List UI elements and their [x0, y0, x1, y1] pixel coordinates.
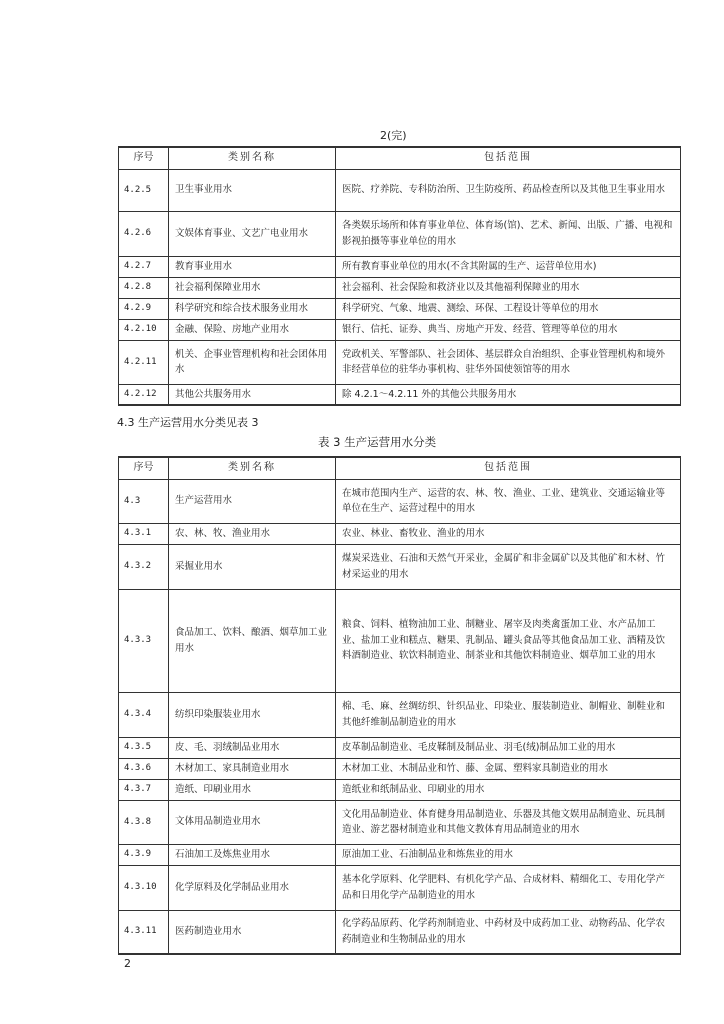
row-id: 4.3.3 — [119, 589, 169, 692]
row-scope: 化学药品原药、化学药剂制造业、中药材及中成药加工业、动物药品、化学农药制造业和生物制品业的用水 — [336, 910, 681, 954]
row-scope: 除 4.2.1～4.2.11 外的其他公共服务用水 — [336, 384, 681, 405]
table-row — [119, 844, 681, 865]
row-id: 4.2.10 — [119, 319, 169, 340]
section-4-3-text: 4.3 生产运营用水分类见表 3 — [117, 416, 259, 429]
row-id: 4.3.2 — [119, 544, 169, 589]
row-scope: 各类娱乐场所和体育事业单位、体育场(馆)、艺术、新闻、出版、广播、电视和影视拍摄等事业单位的用水 — [336, 211, 681, 256]
table-row — [119, 544, 681, 589]
header-scope: 包括范围 — [336, 457, 681, 479]
row-category: 科学研究和综合技术服务业用水 — [169, 298, 336, 319]
row-id: 4.3.11 — [119, 910, 169, 954]
row-id: 4.3.10 — [119, 865, 169, 910]
table-row — [119, 865, 681, 910]
row-category: 食品加工、饮料、酿酒、烟草加工业用水 — [169, 589, 336, 692]
row-id: 4.2.8 — [119, 277, 169, 298]
row-category: 机关、企事业管理机构和社会团体用水 — [169, 340, 336, 384]
row-category: 医药制造业用水 — [169, 910, 336, 954]
row-scope: 医院、疗养院、专科防治所、卫生防疫所、药品检查所以及其他卫生事业用水 — [336, 169, 681, 211]
page-number: 2 — [124, 957, 131, 970]
row-scope: 原油加工业、石油制品业和炼焦业的用水 — [336, 844, 681, 865]
row-scope: 在城市范围内生产、运营的农、林、牧、渔业、工业、建筑业、交通运输业等单位在生产、运营过程中的用水 — [336, 479, 681, 523]
table-continued-caption: 2(完) — [380, 129, 407, 142]
row-category: 皮、毛、羽绒制品业用水 — [169, 737, 336, 758]
row-category: 文体用品制造业用水 — [169, 800, 336, 844]
header-seq: 序号 — [119, 457, 169, 479]
row-category: 纺织印染服装业用水 — [169, 692, 336, 737]
header-category: 类别名称 — [169, 147, 336, 169]
row-category: 卫生事业用水 — [169, 169, 336, 211]
row-category: 教育事业用水 — [169, 256, 336, 277]
row-scope: 造纸业和纸制品业、印刷业的用水 — [336, 779, 681, 800]
row-id: 4.3.9 — [119, 844, 169, 865]
table-row — [119, 589, 681, 692]
row-category: 化学原料及化学制品业用水 — [169, 865, 336, 910]
row-category: 造纸、印刷业用水 — [169, 779, 336, 800]
table-row — [119, 340, 681, 384]
row-scope: 农业、林业、畜牧业、渔业的用水 — [336, 523, 681, 544]
row-id: 4.3.7 — [119, 779, 169, 800]
row-scope: 科学研究、气象、地震、测绘、环保、工程设计等单位的用水 — [336, 298, 681, 319]
row-category: 木材加工、家具制造业用水 — [169, 758, 336, 779]
row-id: 4.3.5 — [119, 737, 169, 758]
row-id: 4.3.4 — [119, 692, 169, 737]
row-scope: 所有教育事业单位的用水(不含其附属的生产、运营单位用水) — [336, 256, 681, 277]
row-id: 4.2.12 — [119, 384, 169, 405]
row-id: 4.2.11 — [119, 340, 169, 384]
row-category: 社会福利保障业用水 — [169, 277, 336, 298]
row-scope: 社会福利、社会保险和救济业以及其他福利保障业的用水 — [336, 277, 681, 298]
row-scope: 粮食、饲料、植物油加工业、制糖业、屠宰及肉类禽蛋加工业、水产品加工业、盐加工业和糕点、糖果、乳制品、罐头食品等其他食品加工业、酒精及饮料酒制造业、软饮料制造业、制茶业和其他饮料制造业、烟草加工业的用水 — [336, 589, 681, 692]
row-id: 4.2.5 — [119, 169, 169, 211]
table-row — [119, 384, 681, 405]
row-category: 石油加工及炼焦业用水 — [169, 844, 336, 865]
table-row — [119, 758, 681, 779]
table-3-caption: 表 3 生产运营用水分类 — [318, 435, 437, 449]
table-row — [119, 256, 681, 277]
table-row — [119, 779, 681, 800]
row-id: 4.3.6 — [119, 758, 169, 779]
row-scope: 党政机关、军警部队、社会团体、基层群众自治组织、企事业管理机构和境外非经营单位的驻华办事机构、驻华外国使领馆等的用水 — [336, 340, 681, 384]
row-id: 4.2.6 — [119, 211, 169, 256]
row-category: 采掘业用水 — [169, 544, 336, 589]
header-seq: 序号 — [119, 147, 169, 169]
table-row — [119, 692, 681, 737]
table-row — [119, 277, 681, 298]
row-category: 生产运营用水 — [169, 479, 336, 523]
row-id: 4.3.1 — [119, 523, 169, 544]
row-id: 4.2.9 — [119, 298, 169, 319]
row-id: 4.2.7 — [119, 256, 169, 277]
table-row — [119, 298, 681, 319]
table-row — [119, 737, 681, 758]
row-id: 4.3 — [119, 479, 169, 523]
row-scope: 基本化学原料、化学肥料、有机化学产品、合成材料、精细化工、专用化学产品和日用化学产品制造业的用水 — [336, 865, 681, 910]
table-row — [119, 910, 681, 954]
row-scope: 棉、毛、麻、丝绸纺织、针织品业、印染业、服装制造业、制帽业、制鞋业和其他纤维制品制造业的用水 — [336, 692, 681, 737]
row-category: 其他公共服务用水 — [169, 384, 336, 405]
row-scope: 皮革制品制造业、毛皮鞣制及制品业、羽毛(绒)制品加工业的用水 — [336, 737, 681, 758]
row-id: 4.3.8 — [119, 800, 169, 844]
row-scope: 煤炭采选业、石油和天然气开采业，金属矿和非金属矿以及其他矿和木材、竹材采运业的用水 — [336, 544, 681, 589]
table-header-row — [119, 457, 681, 479]
table-row — [119, 319, 681, 340]
table-2-continued — [118, 146, 681, 406]
table-row — [119, 800, 681, 844]
header-scope: 包括范围 — [336, 147, 681, 169]
header-category: 类别名称 — [169, 457, 336, 479]
row-category: 文娱体育事业、文艺广电业用水 — [169, 211, 336, 256]
table-row — [119, 169, 681, 211]
row-category: 金融、保险、房地产业用水 — [169, 319, 336, 340]
table-row — [119, 523, 681, 544]
row-scope: 银行、信托、证券、典当、房地产开发、经营、管理等单位的用水 — [336, 319, 681, 340]
table-row — [119, 211, 681, 256]
table-3 — [118, 456, 681, 955]
row-scope: 木材加工业、木制品业和竹、藤、金属、塑料家具制造业的用水 — [336, 758, 681, 779]
row-scope: 文化用品制造业、体育健身用品制造业、乐器及其他文娱用品制造业、玩具制造业、游艺器材制造业和其他文教体育用品制造业的用水 — [336, 800, 681, 844]
table-row — [119, 479, 681, 523]
row-category: 农、林、牧、渔业用水 — [169, 523, 336, 544]
table-header-row — [119, 147, 681, 169]
